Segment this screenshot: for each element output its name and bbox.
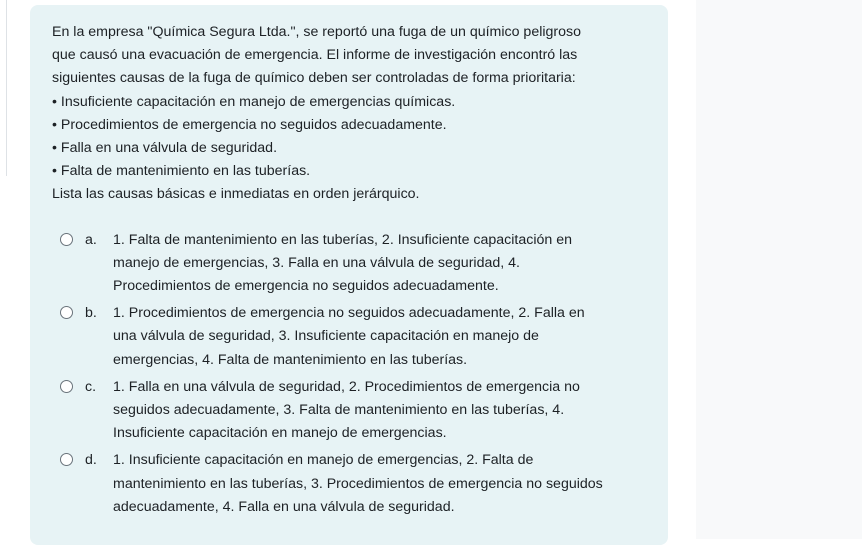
option-letter: b. <box>85 305 97 322</box>
answer-option-a[interactable] <box>52 229 646 299</box>
question-box <box>30 5 668 545</box>
option-text-line: adecuadamente, 4. Falla en una válvula de seguridad. <box>113 498 455 515</box>
radio-button-a[interactable] <box>60 233 73 246</box>
option-text-line: manejo de emergencias, 3. Falla en una válvula de seguridad, 4. <box>113 254 520 271</box>
question-line: siguientes causas de la fuga de químico deben ser controladas de forma prioritaria: <box>52 70 576 87</box>
option-text-line: Insuficiente capacitación en manejo de emergencias. <box>113 425 447 442</box>
question-prompt: Lista las causas básicas e inmediatas en orden jerárquico. <box>52 186 420 203</box>
left-drawer-edge <box>0 0 7 176</box>
radio-button-c[interactable] <box>60 380 73 393</box>
radio-button-b[interactable] <box>60 306 73 319</box>
option-text-line: una válvula de seguridad, 3. Insuficiente capacitación en manejo de <box>113 328 539 345</box>
question-text <box>52 21 646 207</box>
question-bullet: • Procedimientos de emergencia no seguidos adecuadamente. <box>52 116 447 133</box>
option-text-line: Procedimientos de emergencia no seguidos adecuadamente. <box>113 278 499 295</box>
answer-option-b[interactable] <box>52 302 646 372</box>
option-text-line: mantenimiento en las tuberías, 3. Procedimientos de emergencia no seguidos <box>113 475 603 492</box>
question-bullet: • Falla en una válvula de seguridad. <box>52 140 278 157</box>
option-text-line: 1. Falta de mantenimiento en las tuberías, 2. Insuficiente capacitación en <box>113 231 573 248</box>
question-bullet: • Falta de mantenimiento en las tuberías. <box>52 163 311 180</box>
option-text-line: 1. Procedimientos de emergencia no seguidos adecuadamente, 2. Falla en <box>113 305 585 322</box>
option-text-line: 1. Falla en una válvula de seguridad, 2. Procedimientos de emergencia no <box>113 378 580 395</box>
answer-option-c[interactable] <box>52 376 646 446</box>
question-line: En la empresa "Química Segura Ltda.", se reportó una fuga de un químico peligroso <box>52 24 582 40</box>
question-bullet: • Insuficiente capacitación en manejo de emergencias químicas. <box>52 93 456 110</box>
option-letter: d. <box>85 452 97 469</box>
option-text-line: 1. Insuficiente capacitación en manejo de emergencias, 2. Falta de <box>113 452 534 469</box>
answer-option-d[interactable] <box>52 449 646 519</box>
option-letter: a. <box>85 231 97 248</box>
option-letter: c. <box>85 378 97 395</box>
option-text-line: emergencias, 4. Falta de mantenimiento en las tuberías. <box>113 351 468 368</box>
answer-options <box>52 229 646 519</box>
option-text-line: seguidos adecuadamente, 3. Falta de mantenimiento en las tuberías, 4. <box>113 402 565 419</box>
radio-button-d[interactable] <box>60 453 73 466</box>
question-line: que causó una evacuación de emergencia. El informe de investigación encontró las <box>52 47 578 64</box>
right-sidebar-panel <box>696 0 862 539</box>
